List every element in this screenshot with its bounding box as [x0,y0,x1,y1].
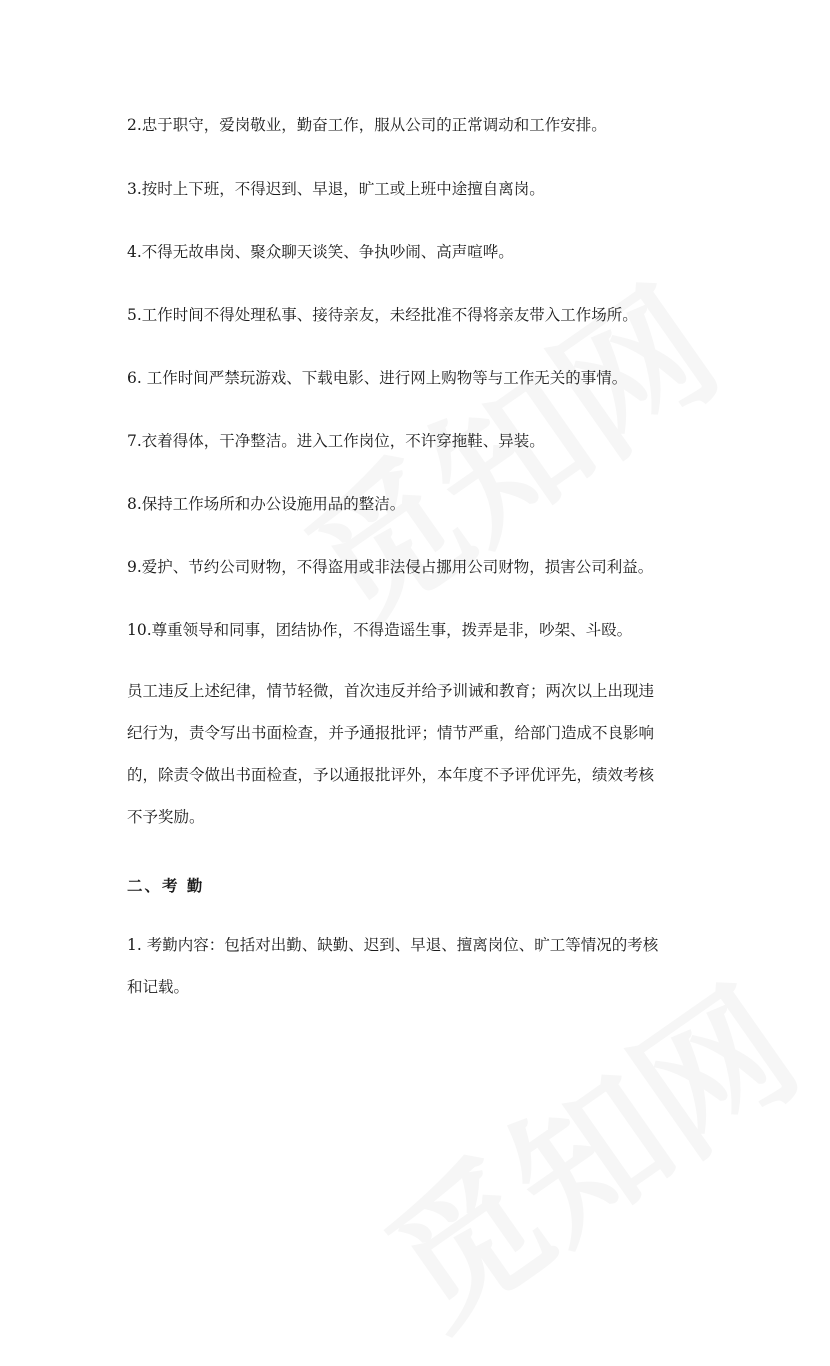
section-heading-attendance: 二、考 勤 [127,876,205,895]
rule-item-8: 8.保持工作场所和办公设施用品的整洁。 [127,495,406,513]
penalty-line: 纪行为，责令写出书面检查，并予通报批评；情节严重，给部门造成不良影响 [127,724,655,742]
rule-item-5: 5.工作时间不得处理私事、接待亲友，未经批准不得将亲友带入工作场所。 [127,306,638,324]
penalty-line: 的，除责令做出书面检查，予以通报批评外，本年度不予评优评先，绩效考核 [127,766,655,784]
rule-item-9: 9.爱护、节约公司财物，不得盗用或非法侵占挪用公司财物，损害公司利益。 [127,558,654,576]
rule-item-7: 7.衣着得体，干净整洁。进入工作岗位，不许穿拖鞋、异装。 [127,432,545,450]
rule-item-6: 6. 工作时间严禁玩游戏、下载电影、进行网上购物等与工作无关的事情。 [127,369,628,387]
penalty-line: 员工违反上述纪律，情节轻微，首次违反并给予训诫和教育；两次以上出现违 [127,682,655,700]
rule-item-4: 4.不得无故串岗、聚众聊天谈笑、争执吵闹、高声喧哗。 [127,243,514,261]
rule-item-10: 10.尊重领导和同事，团结协作，不得造谣生事，拨弄是非，吵架、斗殴。 [127,621,633,639]
penalty-paragraph [127,670,707,838]
penalty-line: 不予奖励。 [127,808,205,826]
rule-item-2: 2.忠于职守，爱岗敬业，勤奋工作，服从公司的正常调动和工作安排。 [127,116,607,134]
attendance-line: 和记载。 [127,978,190,996]
rule-item-3: 3.按时上下班，不得迟到、早退，旷工或上班中途擅自离岗。 [127,180,545,198]
attendance-item-1 [127,924,707,1008]
attendance-line: 1. 考勤内容：包括对出勤、缺勤、迟到、早退、擅离岗位、旷工等情况的考核 [127,936,659,954]
